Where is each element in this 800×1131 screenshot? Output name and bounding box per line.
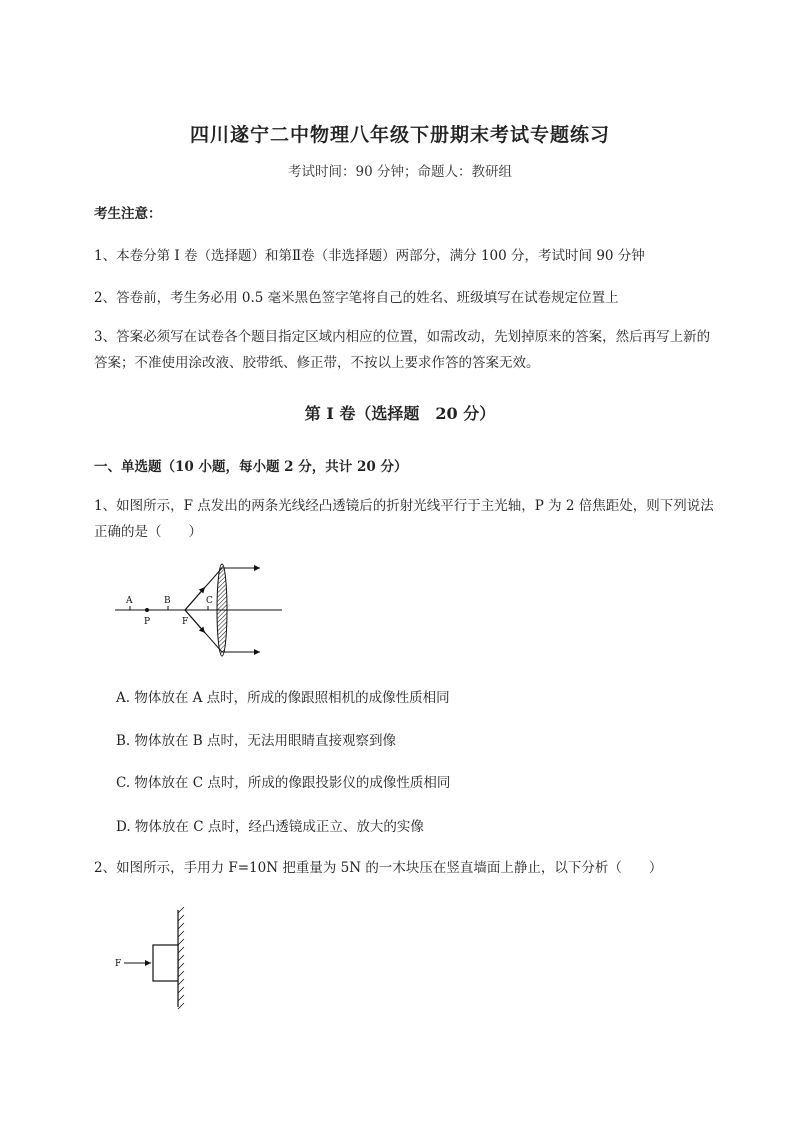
wall-hatching: [178, 907, 184, 1009]
ray-up-arrow: [185, 587, 205, 610]
lens-ray-diagram: [110, 560, 290, 660]
point-p-dot: [145, 608, 149, 612]
notice-item-1: 1、本卷分第 I 卷（选择题）和第Ⅱ卷（非选择题）两部分，满分 100 分，考试时间 90 分钟: [94, 248, 645, 264]
notice-heading: 考生注意：: [94, 206, 162, 222]
label-force: F: [115, 959, 122, 969]
notice-item-2: 2、答卷前，考生务必用 0.5 毫米黑色签字笔将自己的姓名、班级填写在试卷规定位置上: [94, 290, 619, 306]
part-heading: 一、单选题（10 小题，每小题 2 分，共计 20 分）: [94, 459, 408, 475]
exam-info: 考试时间：90 分钟；命题人：教研组: [288, 164, 512, 180]
label-a: A: [126, 596, 133, 606]
notice-item-3: 3、答案必须写在试卷各个题目指定区域内相应的位置，如需改动，先划掉原来的答案，然后再写上新的答案；不准使用涂改液、胶带纸、修正带，不按以上要求作答的答案无效。: [94, 329, 711, 371]
question-1-option-b: B. 物体放在 B 点时，无法用眼睛直接观察到像: [116, 733, 397, 749]
question-2-stem: 2、如图所示，手用力 F=10N 把重量为 5N 的一木块压在竖直墙面上静止，以下分析（ ）: [94, 860, 663, 876]
label-p: P: [144, 617, 151, 627]
block-wall-diagram: [110, 905, 200, 1015]
question-1-stem: 1、如图所示，F 点发出的两条光线经凸透镜后的折射光线平行于主光轴，P 为 2 倍焦距处，则下列说法正确的是（ ）: [94, 498, 714, 540]
section-title: 第 I 卷（选择题 20 分）: [304, 404, 496, 423]
question-1-option-c: C. 物体放在 C 点时，所成的像跟投影仪的成像性质相同: [116, 775, 451, 791]
question-1-option-a: A. 物体放在 A 点时，所成的像跟照相机的成像性质相同: [116, 690, 450, 706]
label-f: F: [182, 617, 189, 627]
page-title: 四川遂宁二中物理八年级下册期末考试专题练习: [189, 124, 610, 146]
question-1-option-d: D. 物体放在 C 点时，经凸透镜成正立、放大的实像: [116, 819, 424, 835]
label-b: B: [164, 596, 171, 606]
convex-lens: [217, 564, 227, 656]
label-c: C: [206, 596, 213, 606]
wood-block: [153, 945, 178, 981]
